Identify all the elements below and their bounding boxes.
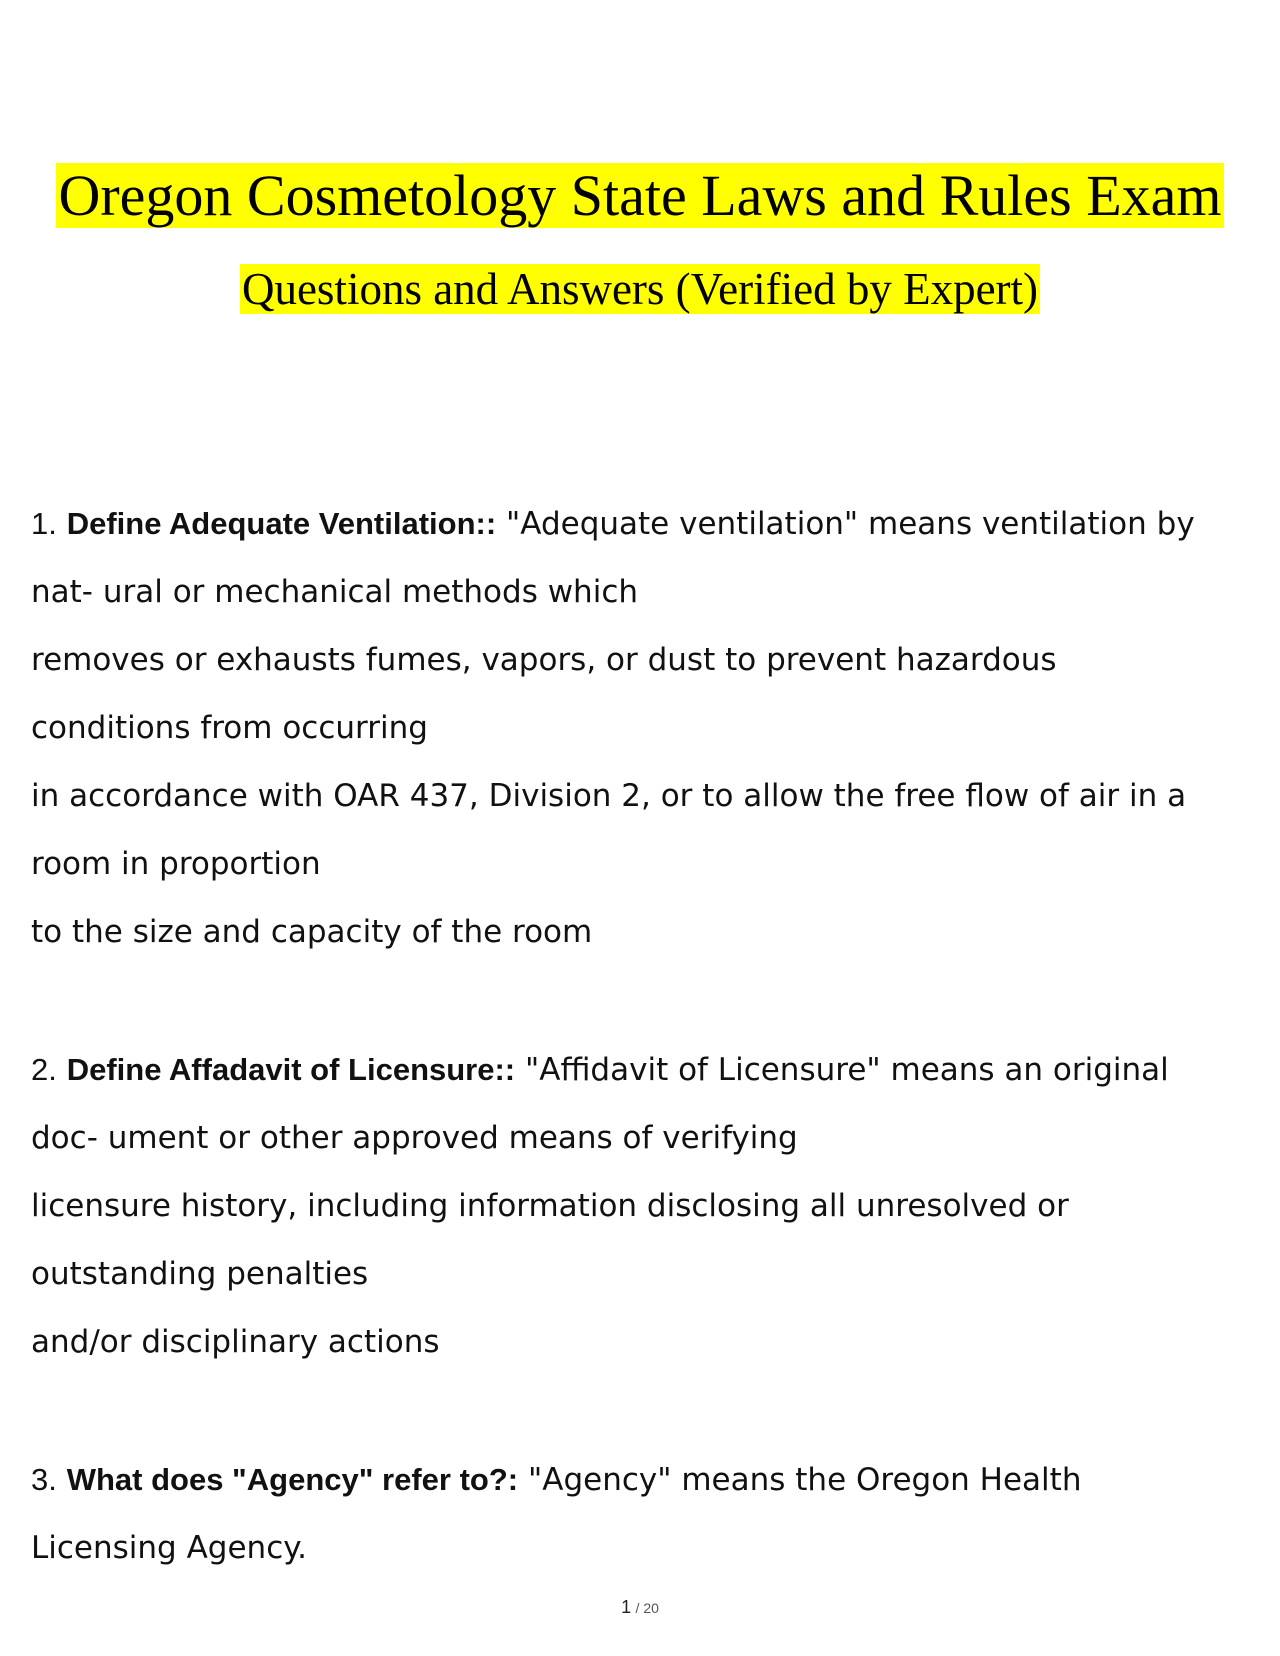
answer-line: doc- ument or other approved means of verifying [31,1120,798,1156]
answer-line: room in proportion [31,846,321,882]
answer-line: removes or exhausts fumes, vapors, or dust to prevent hazardous [31,642,1057,678]
answer-line: and/or disciplinary actions [31,1324,440,1360]
qa-item-2 [31,1036,1251,1376]
qa-first-line [31,1446,1251,1514]
qa-first-line [31,1036,1251,1104]
current-page-number: 1 [621,1597,632,1617]
document-title-row [0,162,1280,230]
item-number: 2. [31,1052,57,1087]
question-text: What does "Agency" refer to?: [66,1462,519,1497]
answer-line: in accordance with OAR 437, Division 2, or to allow the free flow of air in a [31,778,1187,814]
answer-line: Licensing Agency. [31,1530,308,1566]
question-text: Define Adequate Ventilation:: [66,506,497,541]
total-pages: / 20 [635,1600,659,1616]
item-number: 3. [31,1462,57,1497]
answer-line: to the size and capacity of the room [31,914,593,950]
answer-text: "Agency" means the Oregon Health [527,1462,1082,1498]
question-text: Define Affadavit of Licensure:: [66,1052,516,1087]
item-number: 1. [31,506,57,541]
answer-line: outstanding penalties [31,1256,369,1292]
qa-item-3 [31,1446,1251,1582]
answer-line: licensure history, including information disclosing all unresolved or [31,1188,1069,1224]
qa-first-line [31,490,1251,558]
answer-line: conditions from occurring [31,710,428,746]
document-subtitle-row [0,263,1280,316]
answer-text: "Affidavit of Licensure" means an original [525,1052,1169,1088]
page-indicator [0,1597,1280,1621]
qa-item-1 [31,490,1251,966]
answer-line: nat- ural or mechanical methods which [31,574,639,610]
document-title: Oregon Cosmetology State Laws and Rules Exam [58,163,1222,228]
answer-text: "Adequate ventilation" means ventilation by [506,506,1195,542]
document-subtitle: Questions and Answers (Verified by Expert) [241,264,1039,314]
